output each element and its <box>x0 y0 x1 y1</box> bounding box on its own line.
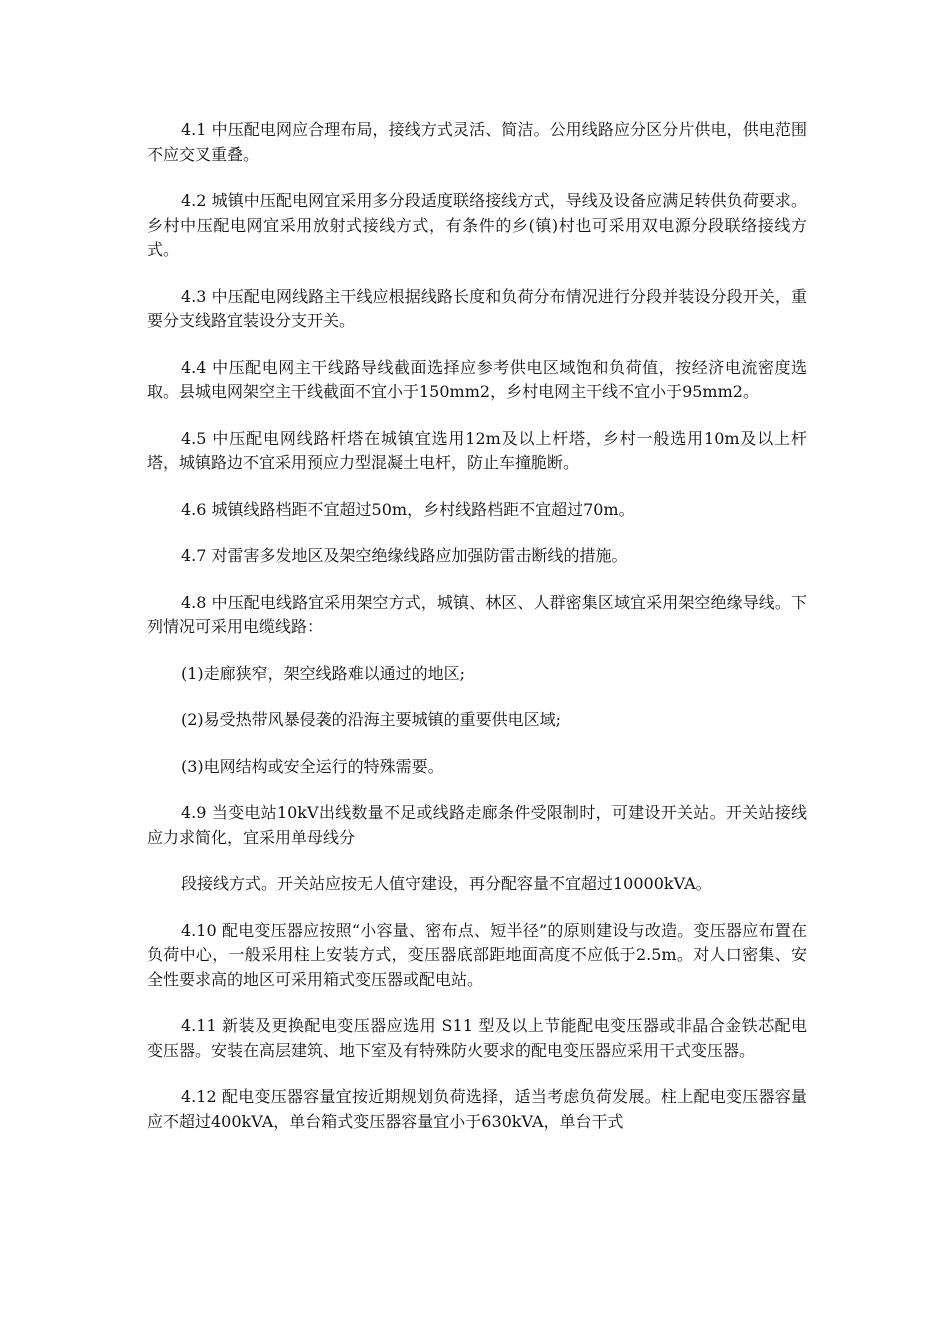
paragraph-4-1: 4.1 中压配电网应合理布局，接线方式灵活、简洁。公用线路应分区分片供电，供电范围不应交叉重叠。 <box>147 120 807 164</box>
paragraph-4-7: 4.7 对雷害多发地区及架空绝缘线路应加强防雷击断线的措施。 <box>181 546 628 565</box>
list-item-3: (3)电网结构或安全运行的特殊需要。 <box>181 756 444 776</box>
paragraph-4-4: 4.4 中压配电网主干线路导线截面选择应参考供电区域饱和负荷值，按经济电流密度选取。县城电网架空主干线截面不宜小于150mm2，乡村电网主干线不宜小于95mm2。 <box>147 357 807 401</box>
paragraph-4-6: 4.6 城镇线路档距不宜超过50m，乡村线路档距不宜超过70m。 <box>181 499 635 519</box>
paragraph-4-3: 4.3 中压配电网线路主干线应根据线路长度和负荷分布情况进行分段并装设分段开关，重要分支线路宜装设分支开关。 <box>147 286 807 330</box>
paragraph-4-8: 4.8 中压配电线路宜采用架空方式，城镇、林区、人群密集区域宜采用架空绝缘导线。下列情况可采用电缆线路： <box>147 592 807 636</box>
paragraph-4-9: 4.9 当变电站10kV出线数量不足或线路走廊条件受限制时，可建设开关站。开关站接线应力求简化，宜采用单母线分 <box>147 803 807 847</box>
paragraph-4-5: 4.5 中压配电网线路杆塔在城镇宜选用12m及以上杆塔，乡村一般选用10m及以上杆塔，城镇路边不宜采用预应力型混凝土电杆，防止车撞脆断。 <box>147 428 807 472</box>
list-item-1: (1)走廊狭窄，架空线路难以通过的地区; <box>181 663 466 683</box>
paragraph-4-9-continued: 段接线方式。开关站应按无人值守建设，再分配容量不宜超过10000kVA。 <box>181 874 712 893</box>
paragraph-4-11: 4.11 新装及更换配电变压器应选用 S11 型及以上节能配电变压器或非晶合金铁芯配电变压器。安装在高层建筑、地下室及有特殊防火要求的配电变压器应采用干式变压器。 <box>147 1016 807 1060</box>
paragraph-4-2: 4.2 城镇中压配电网宜采用多分段适度联络接线方式，导线及设备应满足转供负荷要求。乡村中压配电网宜采用放射式接线方式，有条件的乡(镇)村也可采用双电源分段联络接线方式。 <box>147 191 807 259</box>
paragraph-4-10: 4.10 配电变压器应按照“小容量、密布点、短半径”的原则建设与改造。变压器应布置在负荷中心，一般采用柱上安装方式，变压器底部距地面高度不应低于2.5m。对人口密集、安全性要求高的地区可采用箱式变压器或配电站。 <box>147 920 807 989</box>
paragraph-4-12: 4.12 配电变压器容量宜按近期规划负荷选择，适当考虑负荷发展。柱上配电变压器容量应不超过400kVA，单台箱式变压器容量宜小于630kVA，单台干式 <box>147 1087 807 1131</box>
list-item-2: (2)易受热带风暴侵袭的沿海主要城镇的重要供电区域; <box>181 710 562 729</box>
document-body <box>147 118 807 1156</box>
